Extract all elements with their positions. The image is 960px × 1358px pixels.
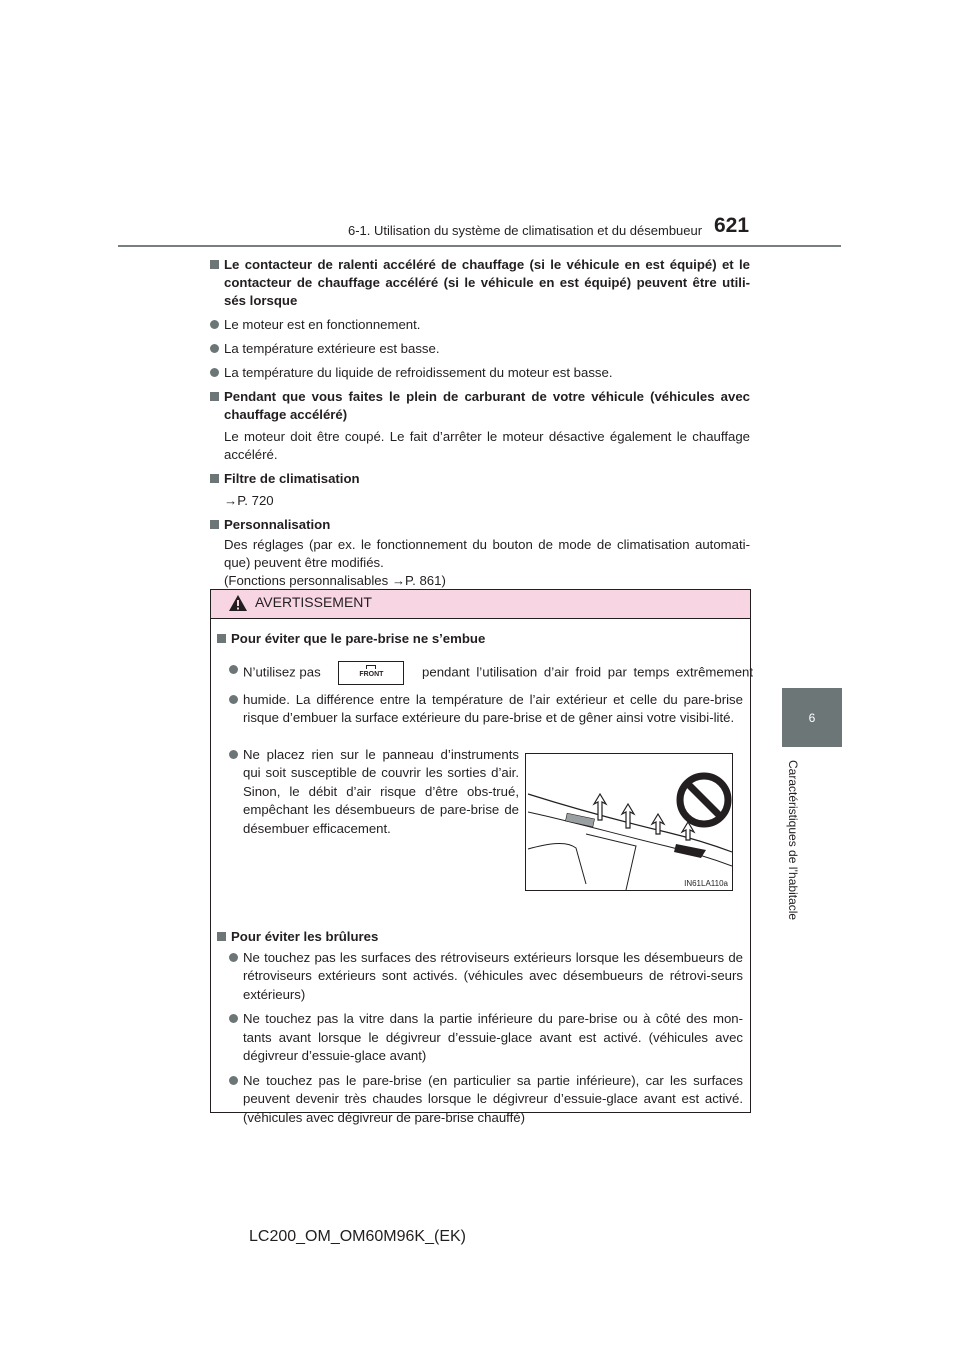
warning-item: Ne touchez pas les surfaces des rétroviseurs extérieurs lorsque les désembueurs de rétroviseurs extérieurs sont activés. (véhicules avec désembueurs de rétrovi-seurs extérieurs) [217, 949, 743, 1005]
illustration-code: IN61LA110a [684, 879, 728, 888]
body-text: (Fonctions personnalisables →P. 861) [224, 573, 446, 588]
list-item: La température extérieure est basse. [210, 340, 750, 358]
main-content [210, 256, 750, 590]
chapter-label: Caractéristiques de l’habitacle [786, 760, 800, 921]
section-title: Filtre de climatisation [210, 470, 750, 488]
section-title: Pendant que vous faites le plein de carburant de votre véhicule (véhicules avec chauffage accéléré) [210, 388, 750, 424]
prohibited-icon [680, 776, 728, 824]
front-defogger-button-icon [338, 661, 404, 685]
warning-header [211, 590, 750, 619]
page-number: 621 [714, 214, 750, 237]
list-item: La température du liquide de refroidissement du moteur est basse. [210, 364, 750, 382]
warning-subtitle: Pour éviter les brûlures [217, 928, 743, 947]
section-title: Personnalisation [210, 516, 750, 534]
dashboard-illustration [525, 753, 733, 891]
warning-item [217, 746, 519, 839]
section-title: Le contacteur de ralenti accéléré de chauffage (si le véhicule en est équipé) et le contacteur de chauffage accéléré (si le véhicule en est équipé) peuvent être utili-sés lorsque [210, 256, 750, 310]
warning-item-continued [217, 691, 743, 728]
body-text: Des réglages (par ex. le fonctionnement du bouton de mode de climatisation automati-que) peuvent être modifiés. [224, 537, 750, 570]
chapter-tab [782, 688, 842, 747]
warning-icon [228, 594, 248, 612]
footer-doc-code: LC200_OM_OM60M96K_(EK) [249, 1228, 466, 1245]
body-text: Le moteur doit être coupé. Le fait d’arrêter le moteur désactive également le chauffage accéléré. [224, 429, 750, 462]
warning-text: N’utilisez pas [243, 663, 321, 679]
warning-text: humide. La différence entre la température de l’air extérieur et celle du pare-brise risque d’embuer la surface extérieure du pare-brise et de gêner ainsi votre visibi-lité. [243, 691, 743, 725]
header-rule [118, 245, 841, 247]
warning-text: Ne placez rien sur le panneau d’instruments qui soit susceptible de couvrir les sorties d’air. Sinon, le débit d’air risque d’être obs-trué, empêchant les désembueurs de pare-brise de désembuer efficacement. [243, 746, 519, 836]
header-section-title: 6-1. Utilisation du système de climatisation et du désembueur [348, 223, 703, 238]
warning-item: Ne touchez pas le pare-brise (en particulier sa partie inférieure), car les surfaces peuvent devenir très chaudes lorsque le dégivreur d’essuie-glace avant est activé. (véhicules avec dégivreur de pare-brise chauffé) [217, 1072, 743, 1128]
list-item: Le moteur est en fonctionnement. [210, 316, 750, 334]
chapter-number: 6 [808, 710, 816, 725]
warning-item: Ne touchez pas la vitre dans la partie inférieure du pare-brise ou à côté des mon-tants avant lorsque le dégivreur d’essuie-glace avant est activé. (véhicules avec dégivreur d’essuie-glace avant) [217, 1010, 743, 1066]
button-label: FRONT [359, 670, 384, 678]
warning-label: AVERTISSEMENT [255, 594, 372, 610]
dashboard-vents-drawing [526, 754, 732, 890]
warning-item [217, 661, 754, 685]
warning-text: pendant l’utilisation d’air froid par temps extrêmement [422, 663, 754, 679]
warning-subtitle: Pour éviter que le pare-brise ne s’embue [217, 630, 743, 649]
page-reference: →P. 720 [224, 493, 274, 508]
